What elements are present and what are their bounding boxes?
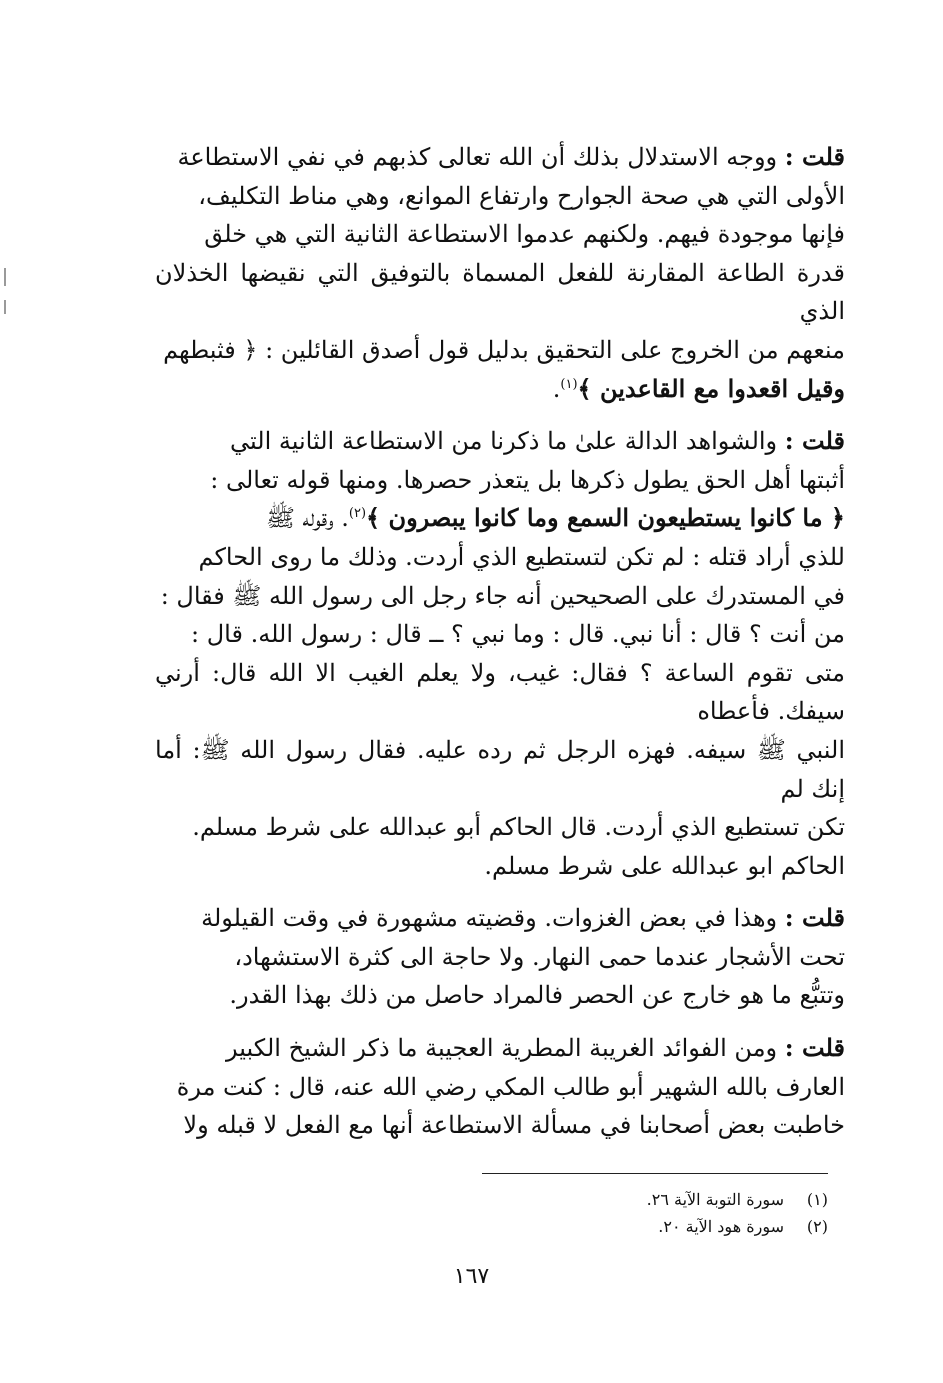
text-line (155, 422, 845, 461)
text-line: منعهم من الخروج على التحقيق بدليل قول أصدق القائلين : ﴿ فثبطهم (163, 335, 845, 364)
text-line: وتتبُّع ما هو خارج عن الحصر فالمراد حاصل من ذلك بهذا القدر. (229, 981, 845, 1010)
line-tail: . (552, 374, 561, 403)
text-line: تكن تستطيع الذي أردت. قال الحاكم أبو عبدالله على شرط مسلم. (192, 813, 845, 842)
footnote-number: (٢) (806, 1217, 828, 1236)
margin-mark (4, 300, 6, 314)
quran-verse: وقيل اقعدوا مع القاعدين ﴾ (577, 373, 845, 403)
paragraph-lead: قلت : (784, 142, 845, 171)
paragraph-lead: قلت : (784, 426, 845, 456)
text-line: الأولى التي هي صحة الجوارح وارتفاع الموانع، وهي مناط التكليف، (198, 181, 845, 210)
quran-verse: ﴿ ما كانوا يستطيعون السمع وما كانوا يبصرون ﴾ (366, 503, 845, 533)
line-text: وهذا في بعض الغزوات. وقضيته مشهورة في وقت القيلولة (201, 904, 778, 933)
line-text: والشواهد الدالة علىٰ ما ذكرنا من الاستطاعة الثانية التي (230, 427, 778, 456)
footnote-ref: (١) (560, 376, 578, 392)
text-line: قدرة الطاعة المقارنة للفعل المسماة بالتوفيق التي نقيضها الخذلان الذي (155, 258, 845, 326)
text-line (155, 370, 845, 409)
text-line: للذي أراد قتله : لم تكن لتستطيع الذي أردت. وذلك ما روى الحاكم (198, 542, 845, 571)
line-text: ومن الفوائد الغريبة المطرية العجيبة ما ذكر الشيخ الكبير (226, 1034, 778, 1063)
main-text (155, 138, 845, 1159)
paragraph-2 (155, 422, 845, 885)
paragraph-lead: قلت : (784, 1033, 845, 1063)
text-line (155, 899, 845, 938)
text-line: النبي ﷺ سيفه. فهزه الرجل ثم رده عليه. فقال رسول الله ﷺ: أما إنك لم (155, 735, 845, 803)
text-line (155, 1029, 845, 1068)
text-line: متى تقوم الساعة ؟ فقال: غيب، ولا يعلم الغيب الا الله قال: أرني سيفك. فأعطاه (155, 658, 845, 726)
text-line: أثبتها أهل الحق يطول ذكرها بل يتعذر حصرها. ومنها قوله تعالى : (210, 465, 845, 494)
text-line: في المستدرك على الصحيحين أنه جاء رجل الى رسول الله ﷺ فقال : (160, 581, 845, 610)
footnote-text: سورة هود الآية ٢٠. (658, 1217, 784, 1236)
line-text: ووجه الاستدلال بذلك أن الله تعالى كذبهم في نفي الاستطاعة (177, 143, 778, 171)
text-line: من أنت ؟ قال : أنا نبي. قال : وما نبي ؟ ــ قال : رسول الله. قال : (191, 620, 845, 649)
line-tail: . وقوله ﷺ (265, 504, 349, 533)
text-line: تحت الأشجار عندما حمى النهار. ولا حاجة الى كثرة الاستشهاد، (234, 942, 845, 971)
footnote-divider (482, 1173, 828, 1174)
footnotes (482, 1186, 828, 1240)
margin-mark (4, 268, 6, 286)
footnote-number: (١) (806, 1190, 828, 1209)
text-line (155, 499, 845, 538)
page-number: ١٦٧ (453, 1264, 490, 1289)
text-line: الحاكم ابو عبدالله على شرط مسلم. (484, 851, 845, 880)
text-line: خاطبت بعض أصحابنا في مسألة الاستطاعة أنها مع الفعل لا قبله ولا (183, 1111, 845, 1140)
footnote-ref: (٢) (348, 506, 367, 522)
text-line: العارف بالله الشهير أبو طالب المكي رضي الله عنه، قال : كنت مرة (176, 1072, 845, 1101)
paragraph-lead: قلت : (784, 903, 845, 933)
text-line (155, 138, 845, 177)
paragraph-3 (155, 899, 845, 1015)
footnote-item (482, 1186, 828, 1213)
text-line: فإنها موجودة فيهم. ولكنهم عدموا الاستطاعة الثانية التي هي خلق (204, 220, 845, 249)
paragraph-4 (155, 1029, 845, 1145)
footnote-text: سورة التوبة الآية ٢٦. (646, 1190, 784, 1209)
footnote-item (482, 1213, 828, 1240)
paragraph-1 (155, 138, 845, 408)
